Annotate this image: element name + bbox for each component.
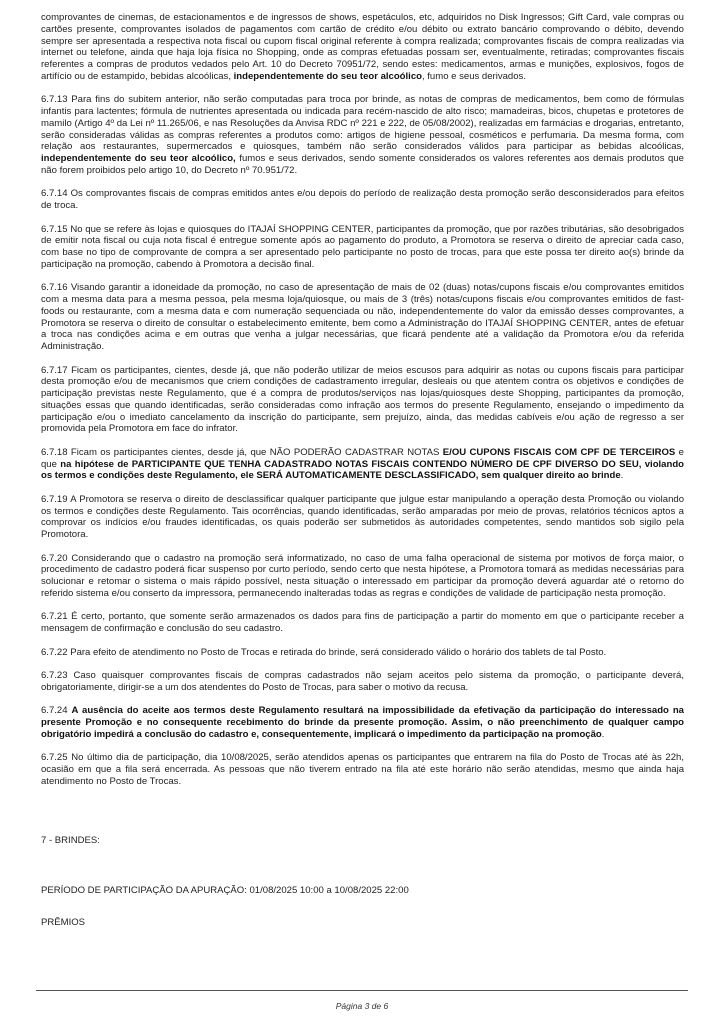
paragraph-text: 6.7.23 Caso quaisquer comprovantes fiscais de compras cadastrados não sejam aceitos pelo sistema da promoção, o participante deverá, obrigatoriamente, dirigir-se a um dos atendentes do Posto de Trocas, para saber o motivo da recusa. <box>41 670 684 693</box>
regulation-paragraph <box>41 752 684 787</box>
paragraph-text: 6.7.22 Para efeito de atendimento no Posto de Trocas e retirada do brinde, será considerado válido o horário dos tablets de tal Posto. <box>41 646 607 658</box>
paragraph-text: 6.7.21 É certo, portanto, que somente serão armazenados os dados para fins de participação a partir do momento em que o participante receber a mensagem de confirmação e conclusão do seu cadastro. <box>41 611 684 634</box>
regulation-paragraph <box>41 705 684 740</box>
regulation-paragraph <box>41 282 684 353</box>
bold-text: independentemente do seu teor alcoólico <box>233 70 422 82</box>
footer-divider <box>36 990 688 991</box>
regulation-paragraph <box>41 188 684 212</box>
paragraph-text: e que <box>41 446 684 470</box>
paragraph-text: . <box>620 470 624 482</box>
paragraph-text: 6.7.13 Para fins do subitem anterior, não serão computadas para troca por brinde, as notas de compras de medicamentos, bem como de fórmulas infantis para lactentes; fórmula de nutrientes apresentada ou indicada para recém-nascido de alto risco; mamadeiras, bicos, chupetas e protetores de mamilo (Artigo 4º da Lei nº 11.265/06, e nas Resoluções da Anvisa RDC nº 221 e 222, de 05/08/2002), realizadas em farmácias e drogarias, entretanto, serão consideradas válidas as compras referentes a produtos como: artigos de higiene pessoal, cosméticos e perfumaria. Da mesma forma, com relação aos restaurantes, supermercados e quiosques, também não serão considerados válidos para participar as bebidas alcoólicas, <box>41 94 684 153</box>
regulation-body <box>41 12 684 788</box>
bold-text: A ausência do aceite aos termos deste Regulamento resultará na impossibilidade da efetivação da participação do interessado na presente Promoção e no consequente recebimento do brinde da presente promoção. Assim, o não preenchimento de qualquer campo obrigatório impedirá a conclusão do cadastro e, consequentemente, implicará o impedimento da participação na promoção <box>41 705 684 740</box>
paragraph-text: . <box>601 728 605 740</box>
regulation-paragraph <box>41 365 684 436</box>
section-heading-brindes: 7 - BRINDES: <box>41 835 100 847</box>
regulation-paragraph <box>41 447 684 482</box>
paragraph-text: 6.7.16 Visando garantir a idoneidade da promoção, no caso de apresentação de mais de 02 (duas) notas/cupons fiscais e/ou comprovantes emitidos com a mesma data para a mesma pessoa, pela mesma loja/quiosque, ou mais de 3 (três) notas/cupons fiscais e/ou comprovantes emitidos de fast-foods ou restaurante, com a mesma data e com numeração sequenciada ou não, independentemente do valor da emissão desses comprovantes, a Promotora se reserva o direito de consultar o estabelecimento emitente, bem como a Administração do ITAJAÍ SHOPPING CENTER, antes de efetuar a troca nas condições acima e em outras que venha a julgar necessárias, que ficará pendente até a validação da Promotora e/ou da referida Administração. <box>41 282 684 352</box>
paragraph-text: fumos e seus derivados, sendo somente considerados os valores referentes aos demais produtos que não forem proibidos pelo artigo 10, do Decreto nº 70.951/72. <box>41 153 684 176</box>
prizes-heading: PRÊMIOS <box>41 916 86 928</box>
page-number: Página 3 de 6 <box>335 1001 389 1011</box>
paragraph-text: 6.7.25 No último dia de participação, dia 10/08/2025, serão atendidos apenas os participantes que entrarem na fila do Posto de Trocas até às 22h, ocasião em que a fila será encerrada. As pessoas que não tiverem entrado na fila até este horário não serão atendidas, mesmo que ainda haja atendimento no Posto de Trocas. <box>41 752 684 787</box>
paragraph-text: 6.7.24 <box>41 705 72 717</box>
regulation-paragraph <box>41 12 684 83</box>
regulation-paragraph <box>41 647 684 659</box>
regulation-paragraph <box>41 553 684 600</box>
regulation-paragraph <box>41 94 684 176</box>
bold-text: independentemente do seu teor alcoólico, <box>41 153 236 164</box>
regulation-paragraph <box>41 611 684 635</box>
paragraph-text: comprovantes de cinemas, de estacionamentos e de ingressos de shows, espetáculos, etc, adquiridos no Disk Ingressos; Gift Card, vale compras ou cartões presente, comprovantes isolados de pagamentos com cartão de crédito e/ou débito ou extrato bancário comprovando o débito, devendo sempre ser apresentada a respectiva nota fiscal ou cupom fiscal original referente à compra realizada; comprovantes fiscais de compra realizadas via internet ou telefone, ainda que haja loja física no Shopping, onde as compras efetuadas possam ser, eventualmente, retiradas; comprovantes fiscais referentes a compras de produtos vedados pelo Art. 10 do Decreto 70951/72, sendo estes: medicamentos, armas e munições, explosivos, fogos de artifício ou de estampido, bebidas alcoólicas, <box>41 12 684 82</box>
paragraph-text: 6.7.19 A Promotora se reserva o direito de desclassificar qualquer participante que julgue estar manipulando a operação desta Promoção ou violando os termos e condições deste Regulamento. Tais ocorrências, quando identificadas, serão amparadas por meio de provas, relatórios técnicos aptos a comprovar os indícios e/ou fraudes identificadas, os quais poderão ser submetidos às autoridades competentes, sendo mantidos sob sigilo pela Promotora. <box>41 493 684 540</box>
paragraph-text: 6.7.18 Ficam os participantes cientes, desde já, que NÃO PODERÃO CADASTRAR NOTAS <box>41 446 443 458</box>
regulation-paragraph <box>41 670 684 694</box>
bold-text: na hipótese de PARTICIPANTE QUE TENHA CADASTRADO NOTAS FISCAIS CONTENDO NÚMERO DE CPF DIVERSO DO SEU, violando os termos e condições deste Regulamento, ele SERÁ AUTOMATICAMENTE DESCLASSIFICADO, sem qualquer direito ao brinde <box>41 458 684 482</box>
regulation-paragraph <box>41 494 684 541</box>
paragraph-text: 6.7.17 Ficam os participantes, cientes, desde já, que não poderão utilizar de meios escusos para adquirir as notas ou cupons fiscais para participar desta promoção e/ou de mecanismos que criem condições de cadastramento irregular, desleais ou que atentem contra os objetivos e condições de participação previstas neste Regulamento, que é a compra de produtos/serviços nas lojas/quiosques deste Shopping, participantes da promoção, situações essas que quando identificadas, serão consideradas como infração aos termos do presente Regulamento, ensejando o impedimento da participação e/ou o imediato cancelamento da inscrição do participante, sem prejuízo, ainda, das medidas cabíveis e/ou ação de regresso a ser promovida pela Promotora em face do infrator. <box>41 364 684 435</box>
paragraph-text: 6.7.14 Os comprovantes fiscais de compras emitidos antes e/ou depois do período de realização desta promoção serão desconsiderados para efeitos de troca. <box>41 188 684 211</box>
bold-text: E/OU CUPONS FISCAIS COM CPF DE TERCEIROS <box>442 446 676 458</box>
paragraph-text: 6.7.20 Considerando que o cadastro na promoção será informatizado, no caso de uma falha operacional de sistema por motivos de força maior, o procedimento de cadastro poderá ficar suspenso por curto período, sendo certo que nesta hipótese, a Promotora tomará as medidas necessárias para solucionar e retomar o sistema o mais rápido possível, nesta situação o interessado em participar da promoção deverá aguardar até o retorno do referido sistema e/ou conserto da impressora, permanecendo inalteradas todas as regras e condições de validade de participação nesta promoção. <box>41 552 684 599</box>
paragraph-text: 6.7.15 No que se refere às lojas e quiosques do ITAJAÍ SHOPPING CENTER, participantes da promoção, que por razões tributárias, são desobrigados de emitir nota fiscal ou cuja nota fiscal é entregue somente após ao pagamento do produto, a Promotora se reserva o direito de apreciar cada caso, com base no tipo de comprovante de compra a ser apresentado pelo participante no posto de trocas, para que este possa ter direito ao(s) brinde da participação na promoção, cabendo à Promotora a decisão final. <box>41 223 684 270</box>
regulation-paragraph <box>41 224 684 271</box>
participation-period: PERÍODO DE PARTICIPAÇÃO DA APURAÇÃO: 01/08/2025 10:00 a 10/08/2025 22:00 <box>41 885 409 896</box>
paragraph-text: , fumo e seus derivados. <box>421 70 526 82</box>
